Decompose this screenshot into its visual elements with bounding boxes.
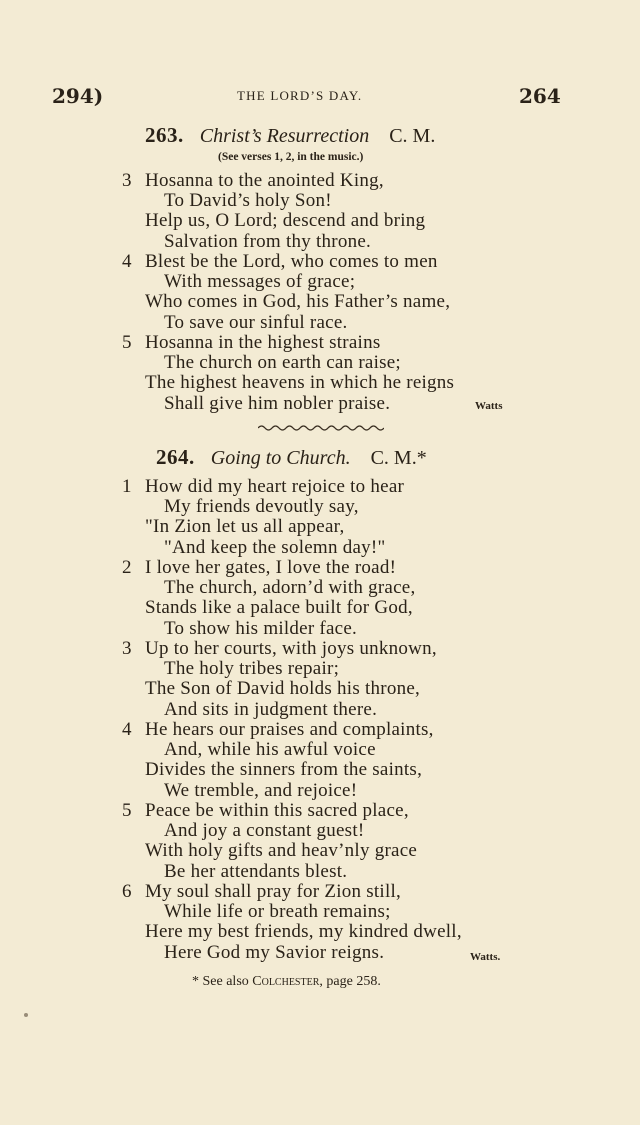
verse-line: With messages of grace; <box>164 271 356 293</box>
hymn-264-verse-1 <box>0 477 640 558</box>
verse-line: The highest heavens in which he reigns <box>145 372 455 394</box>
verse-line: Blest be the Lord, who comes to men <box>145 251 438 272</box>
verse-line: The church on earth can raise; <box>164 352 401 374</box>
hymn-264-author: Watts. <box>470 951 501 963</box>
hymn-264-title: Going to Church. <box>210 447 351 469</box>
hymn-264-verse-2 <box>0 558 640 639</box>
verse-line: Who comes in God, his Father’s name, <box>145 291 451 313</box>
wavy-divider <box>258 424 384 432</box>
left-page-ref: 294) <box>52 84 104 108</box>
hymn-263-title: Christ’s Resurrection <box>199 125 370 147</box>
hymn-263-heading <box>145 123 435 148</box>
page-number: 264 <box>519 84 561 108</box>
hymn-264-verse-4 <box>0 720 640 801</box>
hymn-263-verse-5 <box>0 333 640 414</box>
verse-line: Here God my Savior reigns. <box>164 941 385 963</box>
verse-line: And, while his awful voice <box>164 739 376 761</box>
verse-number: 6 <box>122 881 132 902</box>
verse-number: 4 <box>122 719 132 740</box>
verse-line: The church, adorn’d with grace, <box>164 577 416 599</box>
verse-line: How did my heart rejoice to hear <box>145 476 405 497</box>
hymn-263-note: (See verses 1, 2, in the music.) <box>218 151 364 163</box>
verse-line: The holy tribes repair; <box>164 658 340 680</box>
verse-line: While life or breath remains; <box>164 901 391 923</box>
verse-line: We tremble, and rejoice! <box>164 779 358 801</box>
hymn-264-number: 264. <box>156 445 195 469</box>
verse-line: Stands like a palace built for God, <box>145 597 413 619</box>
hymn-263-verse-4 <box>0 252 640 333</box>
hymn-264-verse-6 <box>0 882 640 963</box>
verse-number: 4 <box>122 251 132 272</box>
verse-line: Be her attendants blest. <box>164 860 348 882</box>
verse-line: The Son of David holds his throne, <box>145 678 421 700</box>
verse-number: 1 <box>122 476 132 497</box>
hymn-264-verse-5 <box>0 801 640 882</box>
verse-line: My friends devoutly say, <box>164 496 359 518</box>
hymn-264-meter: C. M.* <box>370 447 427 469</box>
verse-line: To David’s holy Son! <box>164 190 332 212</box>
footnote-suffix: , page 258. <box>319 974 381 989</box>
verse-number: 2 <box>122 557 132 578</box>
verse-number: 3 <box>122 170 132 191</box>
footnote <box>192 974 381 990</box>
hymn-264-heading <box>156 445 427 470</box>
verse-line: Here my best friends, my kindred dwell, <box>145 921 462 943</box>
verse-line: With holy gifts and heav’nly grace <box>145 840 418 862</box>
verse-line: Help us, O Lord; descend and bring <box>145 210 426 232</box>
footnote-tune: Colchester <box>252 974 320 989</box>
section-title: THE LORD’S DAY. <box>237 88 363 103</box>
verse-line: To show his milder face. <box>164 617 358 639</box>
verse-line: To save our sinful race. <box>164 311 348 333</box>
ink-smudge <box>24 1013 28 1017</box>
hymn-263-author: Watts <box>475 400 503 412</box>
hymn-263-verse-3 <box>0 171 640 252</box>
verse-number: 3 <box>122 638 132 659</box>
verse-line: Shall give him nobler praise. <box>164 392 391 414</box>
verse-line: And sits in judgment there. <box>164 698 378 720</box>
verse-line: "In Zion let us all appear, <box>145 516 345 538</box>
footnote-prefix: * See also <box>192 974 249 989</box>
hymn-263-number: 263. <box>145 123 184 147</box>
verse-line: "And keep the solemn day!" <box>164 536 386 558</box>
verse-line: He hears our praises and complaints, <box>145 719 434 740</box>
running-head <box>0 84 640 108</box>
verse-line: I love her gates, I love the road! <box>145 557 397 578</box>
verse-line: Up to her courts, with joys unknown, <box>145 638 437 659</box>
verse-line: Salvation from thy throne. <box>164 230 372 252</box>
verse-number: 5 <box>122 800 132 821</box>
hymn-263-meter: C. M. <box>389 125 436 147</box>
verse-line: Hosanna to the anointed King, <box>145 170 384 191</box>
verse-line: And joy a constant guest! <box>164 820 365 842</box>
verse-number: 5 <box>122 332 132 353</box>
verse-line: Hosanna in the highest strains <box>145 332 381 353</box>
verse-line: My soul shall pray for Zion still, <box>145 881 402 902</box>
verse-line: Peace be within this sacred place, <box>145 800 409 821</box>
verse-line: Divides the sinners from the saints, <box>145 759 423 781</box>
hymn-264-verse-3 <box>0 639 640 720</box>
